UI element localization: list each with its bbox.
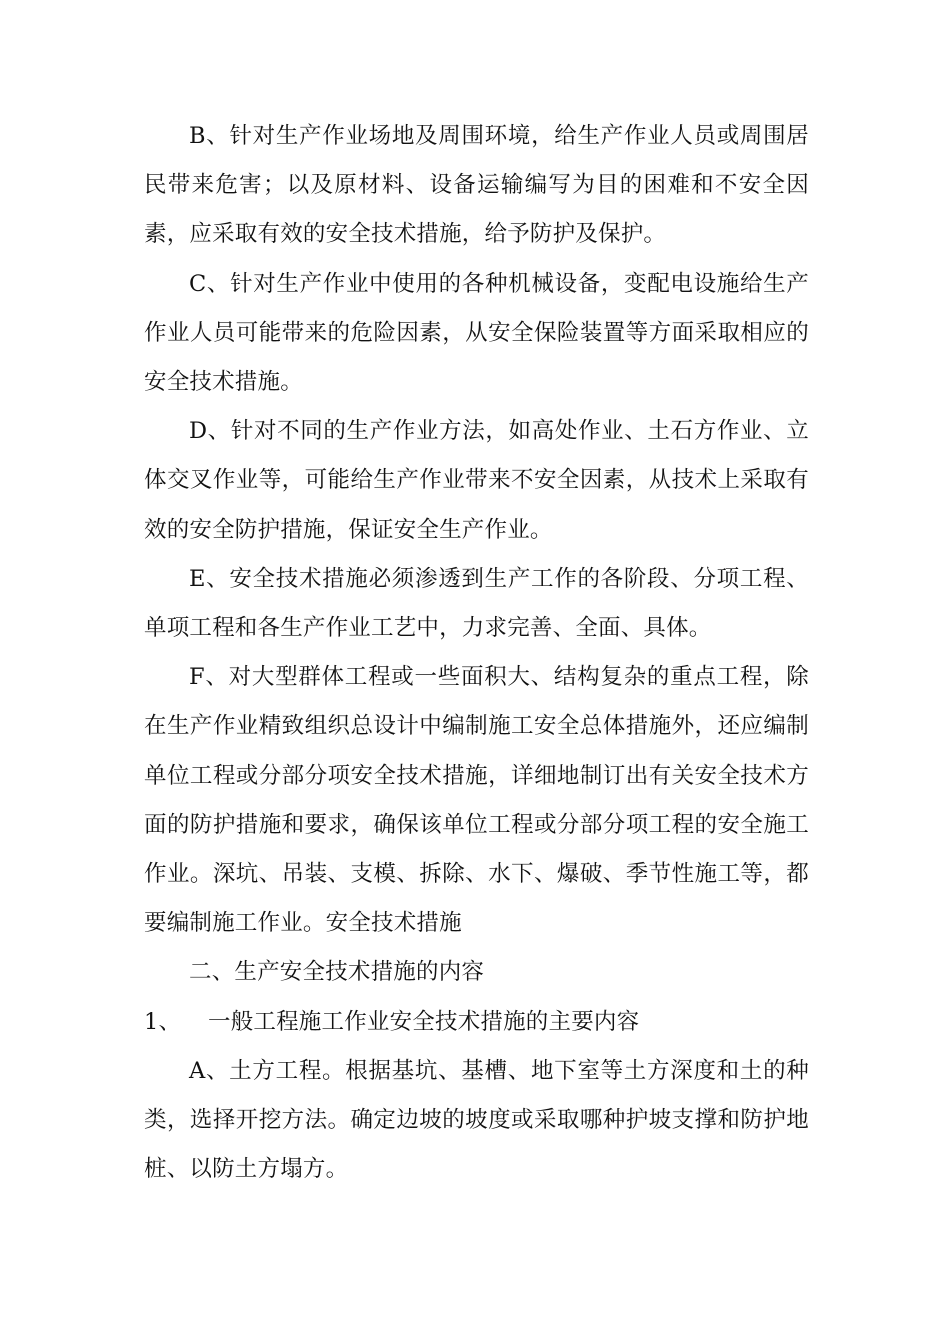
document-body xyxy=(144,112,809,1194)
paragraph-e: E、安全技术措施必须渗透到生产工作的各阶段、分项工程、单项工程和各生产作业工艺中，力求完善、全面、具体。 xyxy=(144,565,809,642)
paragraph-c: C、针对生产作业中使用的各种机械设备，变配电设施给生产作业人员可能带来的危险因素，从安全保险装置等方面采取相应的安全技术措施。 xyxy=(144,270,809,396)
paragraph-a-earthwork: A、土方工程。根据基坑、基槽、地下室等土方深度和土的种类，选择开挖方法。确定边坡的坡度或采取哪种护坡支撑和防护地桩、以防土方塌方。 xyxy=(144,1057,809,1183)
list-text: 一般工程施工作业安全技术措施的主要内容 xyxy=(208,1008,640,1035)
list-number: 1、 xyxy=(144,1008,182,1035)
paragraph-d: D、针对不同的生产作业方法，如高处作业、土石方作业、立体交叉作业等，可能给生产作业带来不安全因素，从技术上采取有效的安全防护措施，保证安全生产作业。 xyxy=(144,418,809,543)
paragraph-b: B、针对生产作业场地及周围环境，给生产作业人员或周围居民带来危害；以及原材料、设备运输编写为目的困难和不安全因素，应采取有效的安全技术措施，给予防护及保护。 xyxy=(144,123,809,248)
paragraph-f: F、对大型群体工程或一些面积大、结构复杂的重点工程，除在生产作业精致组织总设计中编制施工安全总体措施外，还应编制单位工程或分部分项安全技术措施，详细地制订出有关安全技术方面的防护措施和要求，确保该单位工程或分部分项工程的安全施工作业。深坑、吊装、支模、拆除、水下、爆破、季节性施工等，都要编制施工作业。安全技术措施 xyxy=(144,664,809,937)
list-item xyxy=(144,998,809,1047)
section-heading: 二、生产安全技术措施的内容 xyxy=(189,959,485,986)
